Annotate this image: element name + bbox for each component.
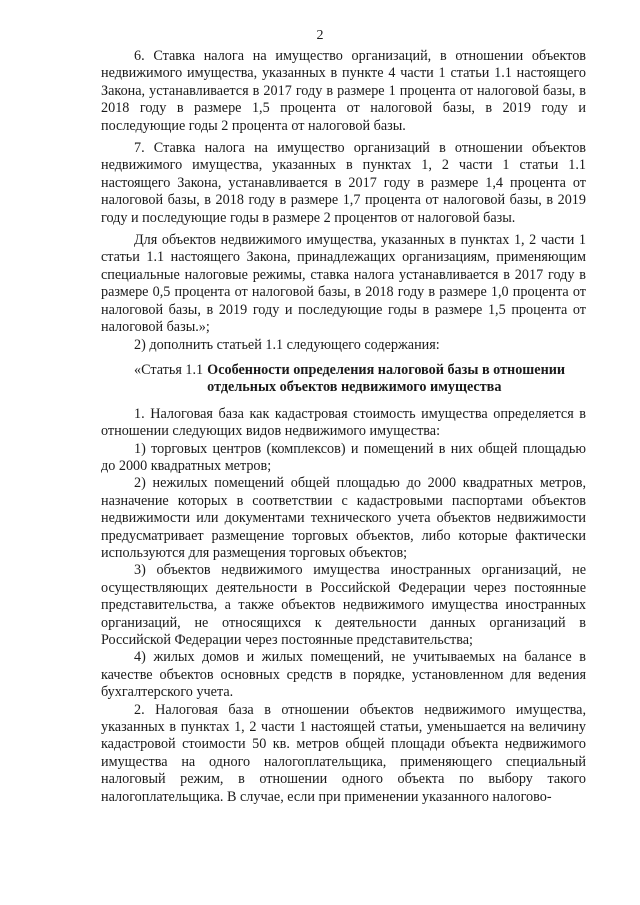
- document-body: [101, 48, 586, 806]
- paragraph-6: 6. Ставка налога на имущество организаций, в отношении объектов недвижимого имущества, указанных в пункте 4 части 1 статьи 1.1 настоящего Закона, устанавливается в 2017 году в размере 1 процента от налоговой базы, в 2018 году в размере 1,5 процента от налоговой базы, в 2019 году и последующие годы 2 процента от налоговой базы.: [101, 48, 586, 134]
- article-heading: [101, 362, 586, 397]
- paragraph-special-regimes: Для объектов недвижимого имущества, указанных в пунктах 1, 2 части 1 статьи 1.1 настоящего Закона, принадлежащих организациям, применяющим специальные налоговые режимы, ставка налога устанавливается в 2017 году в размере 0,5 процента от налоговой базы, в 2018 году в размере 1,0 процента от налоговой базы, в 2019 году и последующие годы в размере 1,5 процента от налоговой базы.»;: [101, 232, 586, 336]
- article-title: Особенности определения налоговой базы в отношении отдельных объектов недвижимого имущества: [207, 361, 566, 396]
- page-number: 2: [316, 28, 324, 43]
- list-item-3: 3) объектов недвижимого имущества иностранных организаций, не осуществляющих деятельности в Российской Федерации через постоянные представительства, а также объектов недвижимого имущества иностранных организаций, не относящихся к деятельности данных организаций в Российской Федерации через постоянные представительства;: [101, 562, 586, 648]
- article-paragraph-1: 1. Налоговая база как кадастровая стоимость имущества определяется в отношении следующих видов недвижимого имущества:: [101, 405, 586, 440]
- list-item-4: 4) жилых домов и жилых помещений, не учитываемых на балансе в качестве объектов основных средств в порядке, установленном для ведения бухгалтерского учета.: [101, 649, 586, 701]
- list-item-2: 2) нежилых помещений общей площадью до 2000 квадратных метров, назначение которых в соответствии с кадастровыми паспортами объектов недвижимости или документами технического учета объектов недвижимости предусматривает размещение торговых объектов, либо которые фактически используются для размещения торговых объектов;: [101, 475, 586, 561]
- paragraph-7: 7. Ставка налога на имущество организаций в отношении объектов недвижимого имущества, указанных в пунктах 1, 2 части 1 статьи 1.1 настоящего Закона, устанавливается в 2017 году в размере 1,4 процента от налоговой базы, в 2018 году в размере 1,7 процента от налоговой базы, в 2019 году и последующие годы в размере 2 процентов от налоговой базы.: [101, 140, 586, 226]
- paragraph-amendment-2: 2) дополнить статьей 1.1 следующего содержания:: [134, 336, 440, 353]
- article-paragraph-2: 2. Налоговая база в отношении объектов недвижимого имущества, указанных в пунктах 1, 2 части 1 настоящей статьи, уменьшается на величину кадастровой стоимости 50 кв. метров общей площади объекта недвижимого имущества на одного налогоплательщика, применяющего специальный налоговый режим, в отношении одного объекта по выбору такого налогоплательщика. В случае, если при применении указанного налогово-: [101, 701, 586, 805]
- list-item-1: 1) торговых центров (комплексов) и помещений в них общей площадью до 2000 квадратных метров;: [101, 440, 586, 474]
- article-number: «Статья 1.1: [134, 361, 204, 378]
